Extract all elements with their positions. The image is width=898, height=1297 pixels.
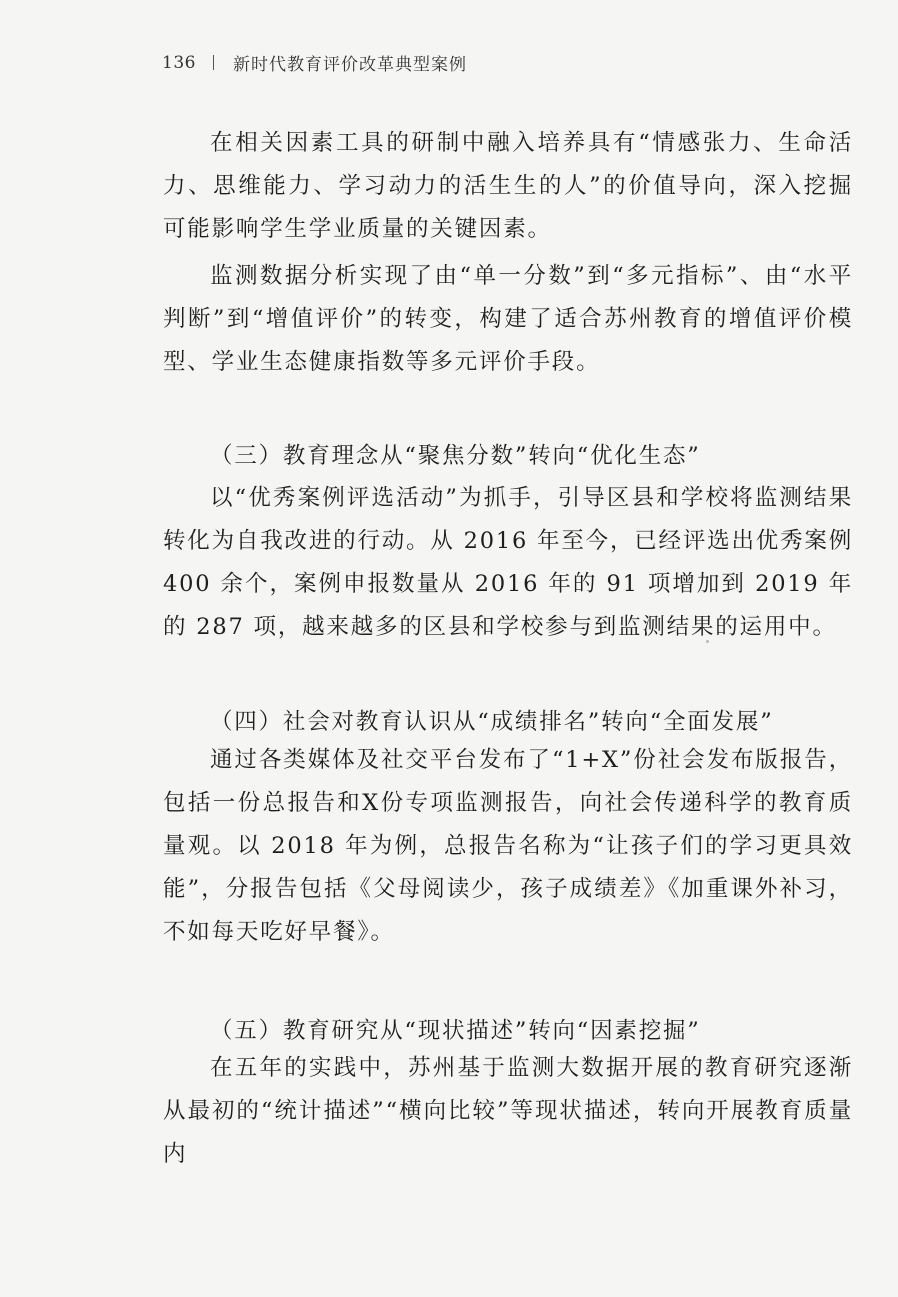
paragraph-block-3 — [163, 477, 853, 649]
paragraph-2: 监测数据分析实现了由“单一分数”到“多元指标”、由“水平判断”到“增值评价”的转变，构建了适合苏州教育的增值评价模型、学业生态健康指数等多元评价手段。 — [163, 263, 853, 375]
header-divider — [213, 55, 214, 70]
paragraph-block-4 — [163, 739, 853, 954]
section-heading-4: （四）社会对教育认识从“成绩排名”转向“全面发展” — [210, 709, 774, 735]
book-title: 新时代教育评价改革典型案例 — [232, 55, 467, 75]
page-number: 136 — [162, 52, 196, 73]
paragraph-block-5 — [163, 1047, 853, 1176]
paragraph-1: 在相关因素工具的研制中融入培养具有“情感张力、生命活力、思维能力、学习动力的活生生的人”的价值导向，深入挖掘可能影响学生学业质量的关键因素。 — [163, 130, 853, 242]
scan-speck — [706, 640, 709, 643]
paragraph-5: 在五年的实践中，苏州基于监测大数据开展的教育研究逐渐从最初的“统计描述”“横向比较”等现状描述，转向开展教育质量内 — [163, 1055, 853, 1167]
running-header — [162, 50, 467, 75]
paragraph-block-1 — [163, 122, 853, 384]
paragraph-3: 以“优秀案例评选活动”为抓手，引导区县和学校将监测结果转化为自我改进的行动。从 2016 年至今，已经评选出优秀案例 400 余个，案例申报数量从 2016 年的 91 项增加到 2019 年的 287 项，越来越多的区县和学校参与到监测结果的运用中。 — [163, 485, 853, 640]
paragraph-4: 通过各类媒体及社交平台发布了“1+X”份社会发布版报告，包括一份总报告和X份专项监测报告，向社会传递科学的教育质量观。以 2018 年为例，总报告名称为“让孩子们的学习更具效能”，分报告包括《父母阅读少，孩子成绩差》《加重课外补习，不如每天吃好早餐》。 — [163, 747, 853, 945]
section-heading-5: （五）教育研究从“现状描述”转向“因素挖掘” — [210, 1018, 701, 1044]
section-heading-3: （三）教育理念从“聚焦分数”转向“优化生态” — [210, 443, 701, 469]
